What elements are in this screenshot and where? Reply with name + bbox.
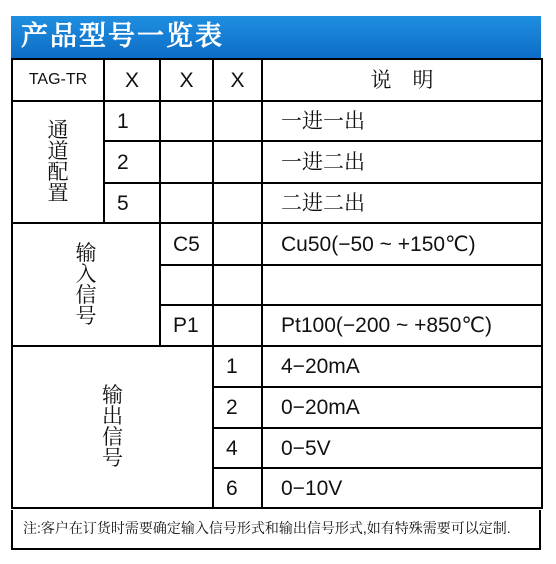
channel-code: 2 <box>104 141 160 183</box>
input-signal-label: 输 入 信 号 <box>12 223 160 346</box>
header-code-2: X <box>160 59 213 101</box>
output-desc: 0−20mA <box>262 387 542 428</box>
output-desc: 0−10V <box>262 468 542 508</box>
model-spec-table <box>11 58 543 509</box>
input-code: P1 <box>160 305 213 346</box>
channel-desc: 一进二出 <box>262 141 542 183</box>
channel-config-label: 通 道 配 置 <box>12 101 104 223</box>
channel-desc: 一进一出 <box>262 101 542 141</box>
output-code: 2 <box>213 387 262 428</box>
output-desc: 0−5V <box>262 428 542 468</box>
input-code <box>160 265 213 305</box>
channel-code: 5 <box>104 183 160 223</box>
channel-row <box>12 101 542 141</box>
input-code: C5 <box>160 223 213 265</box>
input-desc: Pt100(−200 ~ +850℃) <box>262 305 542 346</box>
output-code: 4 <box>213 428 262 468</box>
output-desc: 4−20mA <box>262 346 542 387</box>
header-row <box>12 59 542 101</box>
table-title: 产品型号一览表 <box>11 16 541 58</box>
channel-code: 1 <box>104 101 160 141</box>
input-desc <box>262 265 542 305</box>
channel-desc: 二进二出 <box>262 183 542 223</box>
output-signal-label: 输 出 信 号 <box>12 346 213 508</box>
footnote: 注:客户在订货时需要确定输入信号形式和输出信号形式,如有特殊需要可以定制. <box>11 510 541 550</box>
header-model: TAG-TR <box>12 59 104 101</box>
output-row <box>12 346 542 387</box>
header-description: 说 明 <box>262 59 542 101</box>
header-code-3: X <box>213 59 262 101</box>
output-code: 6 <box>213 468 262 508</box>
input-row <box>12 223 542 265</box>
input-desc: Cu50(−50 ~ +150℃) <box>262 223 542 265</box>
output-code: 1 <box>213 346 262 387</box>
header-code-1: X <box>104 59 160 101</box>
